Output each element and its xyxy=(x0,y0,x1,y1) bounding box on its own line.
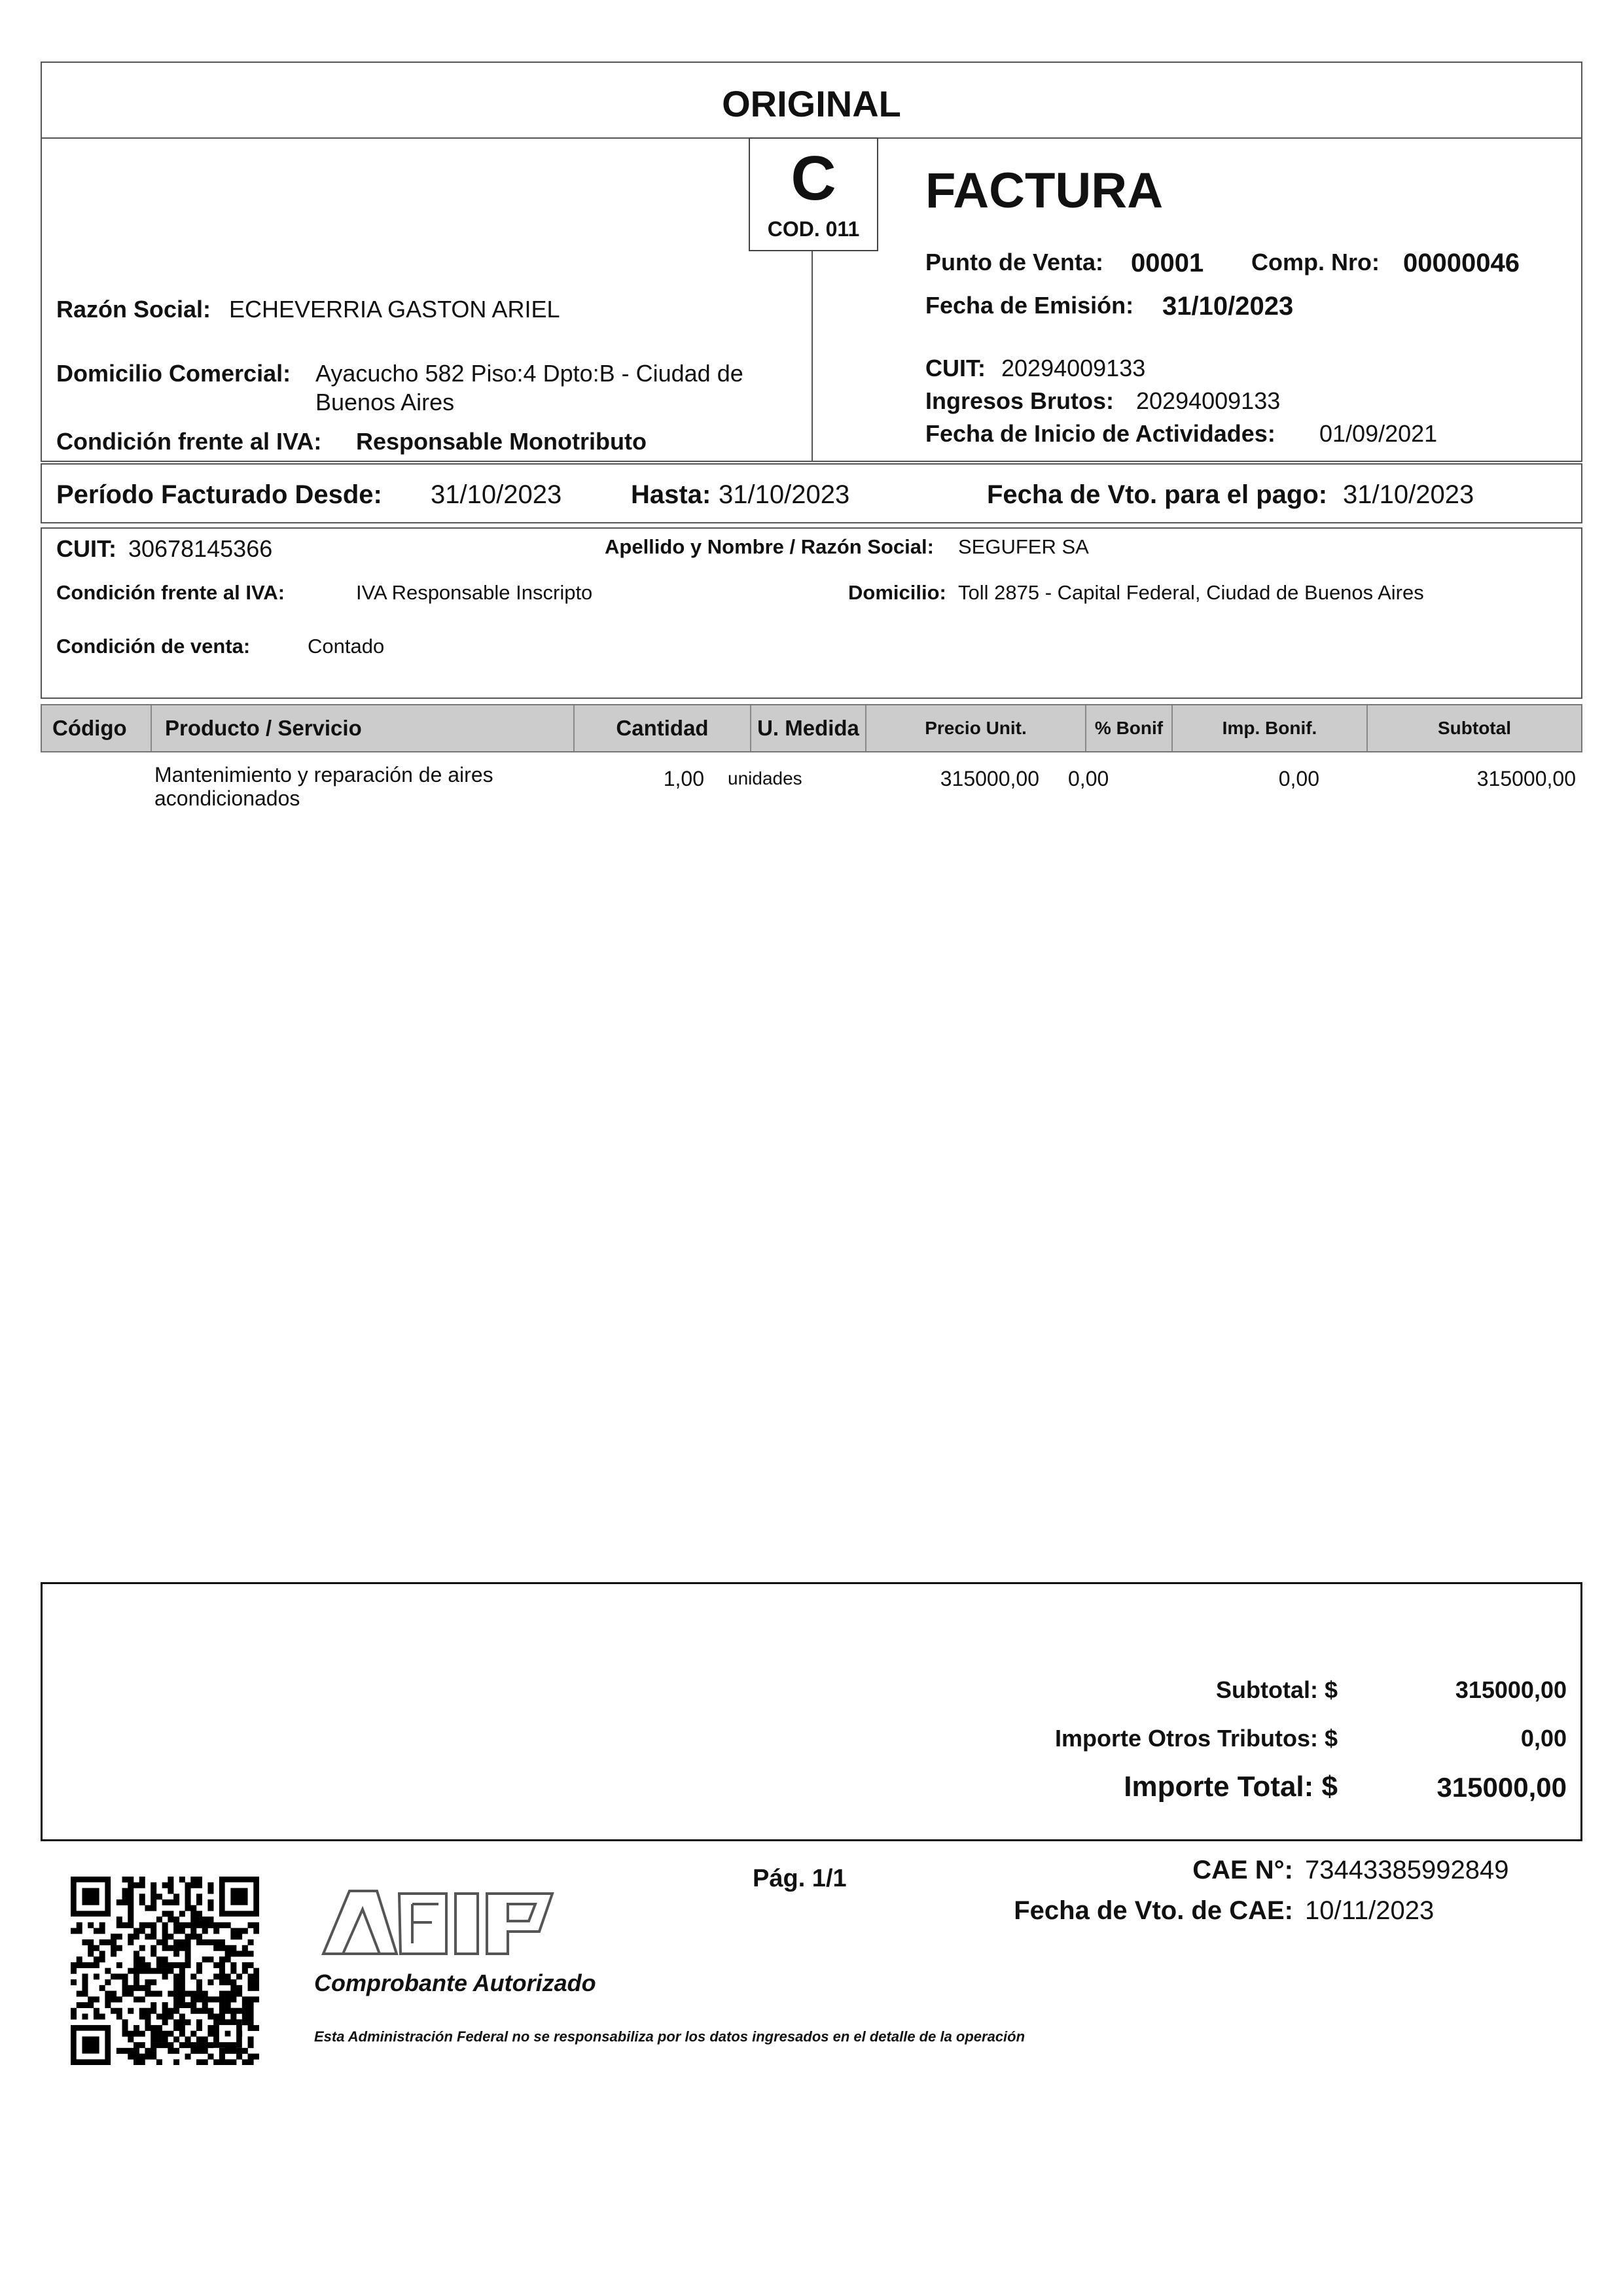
col-product: Producto / Servicio xyxy=(152,705,575,751)
authorized-label: Comprobante Autorizado xyxy=(314,1969,596,1996)
invoice-type-letter: C xyxy=(791,143,836,213)
other-taxes-label: Importe Otros Tributos: $ xyxy=(1054,1725,1338,1752)
customer-cuit: 30678145366 xyxy=(128,535,273,562)
cae-due: 10/11/2023 xyxy=(1305,1896,1435,1925)
col-discount-amount: Imp. Bonif. xyxy=(1173,705,1368,751)
period-from: 31/10/2023 xyxy=(431,480,562,509)
row-unit: unidades xyxy=(728,768,802,788)
customer-address-label: Domicilio: xyxy=(848,581,946,604)
issuer-cuit: 20294009133 xyxy=(1001,355,1146,381)
invoice-type-code: COD. 011 xyxy=(767,217,860,241)
gross-income-label: Ingresos Brutos: xyxy=(925,387,1115,414)
customer-name: SEGUFER SA xyxy=(958,535,1089,558)
page-number: Pág. 1/1 xyxy=(753,1865,847,1892)
document-title: FACTURA xyxy=(925,163,1164,219)
issuer-iva: Responsable Monotributo xyxy=(356,428,647,455)
sale-condition: Contado xyxy=(308,635,385,658)
issuer-address-label: Domicilio Comercial: xyxy=(56,360,291,387)
activity-start-label: Fecha de Inicio de Actividades: xyxy=(925,420,1275,447)
issuer-address-line1: Ayacucho 582 Piso:4 Dpto:B - Ciudad de xyxy=(315,360,743,387)
issuer-iva-label: Condición frente al IVA: xyxy=(56,428,322,455)
issuer-address-line2: Buenos Aires xyxy=(315,389,455,415)
invoice-type-box xyxy=(749,137,878,251)
customer-address: Toll 2875 - Capital Federal, Ciudad de Buenos Aires xyxy=(958,581,1424,604)
total-value: 315000,00 xyxy=(1436,1772,1567,1803)
row-quantity: 1,00 xyxy=(663,767,704,790)
issuer-name: ECHEVERRIA GASTON ARIEL xyxy=(229,296,560,323)
row-discount-pct: 0,00 xyxy=(1068,767,1109,790)
qr-code xyxy=(71,1877,259,2065)
comp-number: 00000046 xyxy=(1403,249,1520,277)
customer-name-label: Apellido y Nombre / Razón Social: xyxy=(605,535,934,558)
copy-label: ORIGINAL xyxy=(722,83,901,124)
sale-condition-label: Condición de venta: xyxy=(56,635,251,658)
row-discount-amount: 0,00 xyxy=(1278,767,1319,790)
items-table-header xyxy=(41,704,1582,752)
period-from-label: Período Facturado Desde: xyxy=(56,480,382,509)
payment-due-label: Fecha de Vto. para el pago: xyxy=(987,480,1328,509)
issuer-cuit-label: CUIT: xyxy=(925,355,986,381)
row-unit-price: 315000,00 xyxy=(940,767,1039,790)
col-discount-pct: % Bonif xyxy=(1086,705,1173,751)
row-product-line1: Mantenimiento y reparación de aires xyxy=(154,763,493,786)
cae-number: 73443385992849 xyxy=(1305,1856,1509,1884)
total-label: Importe Total: $ xyxy=(1124,1771,1338,1803)
cae-label: CAE N°: xyxy=(1192,1856,1293,1884)
customer-cuit-label: CUIT: xyxy=(56,535,116,562)
issuer-name-label: Razón Social: xyxy=(56,296,211,323)
col-quantity: Cantidad xyxy=(575,705,751,751)
payment-due: 31/10/2023 xyxy=(1343,480,1474,509)
gross-income: 20294009133 xyxy=(1136,387,1281,414)
pos-label: Punto de Venta: xyxy=(925,249,1104,275)
col-unit: U. Medida xyxy=(751,705,866,751)
issue-date: 31/10/2023 xyxy=(1162,292,1294,321)
issue-date-label: Fecha de Emisión: xyxy=(925,292,1134,319)
period-to-label: Hasta: xyxy=(631,480,711,509)
col-subtotal: Subtotal xyxy=(1438,718,1511,738)
row-product-line2: acondicionados xyxy=(154,786,300,810)
customer-iva: IVA Responsable Inscripto xyxy=(356,581,593,604)
other-taxes-value: 0,00 xyxy=(1520,1725,1567,1752)
period-to: 31/10/2023 xyxy=(719,480,850,509)
col-unit-price: Precio Unit. xyxy=(866,705,1086,751)
afip-logo-icon xyxy=(319,1884,563,1960)
copy-banner xyxy=(41,62,1582,139)
col-code: Código xyxy=(42,705,152,751)
pos-number: 00001 xyxy=(1131,249,1204,277)
subtotal-value: 315000,00 xyxy=(1455,1676,1567,1703)
activity-start: 01/09/2021 xyxy=(1319,420,1438,447)
row-subtotal: 315000,00 xyxy=(1476,767,1576,790)
comp-number-label: Comp. Nro: xyxy=(1251,249,1380,275)
customer-iva-label: Condición frente al IVA: xyxy=(56,581,285,604)
disclaimer: Esta Administración Federal no se responsabiliza por los datos ingresados en el detalle de la operación xyxy=(314,2028,1026,2045)
subtotal-label: Subtotal: $ xyxy=(1216,1676,1338,1703)
cae-due-label: Fecha de Vto. de CAE: xyxy=(1014,1896,1293,1925)
